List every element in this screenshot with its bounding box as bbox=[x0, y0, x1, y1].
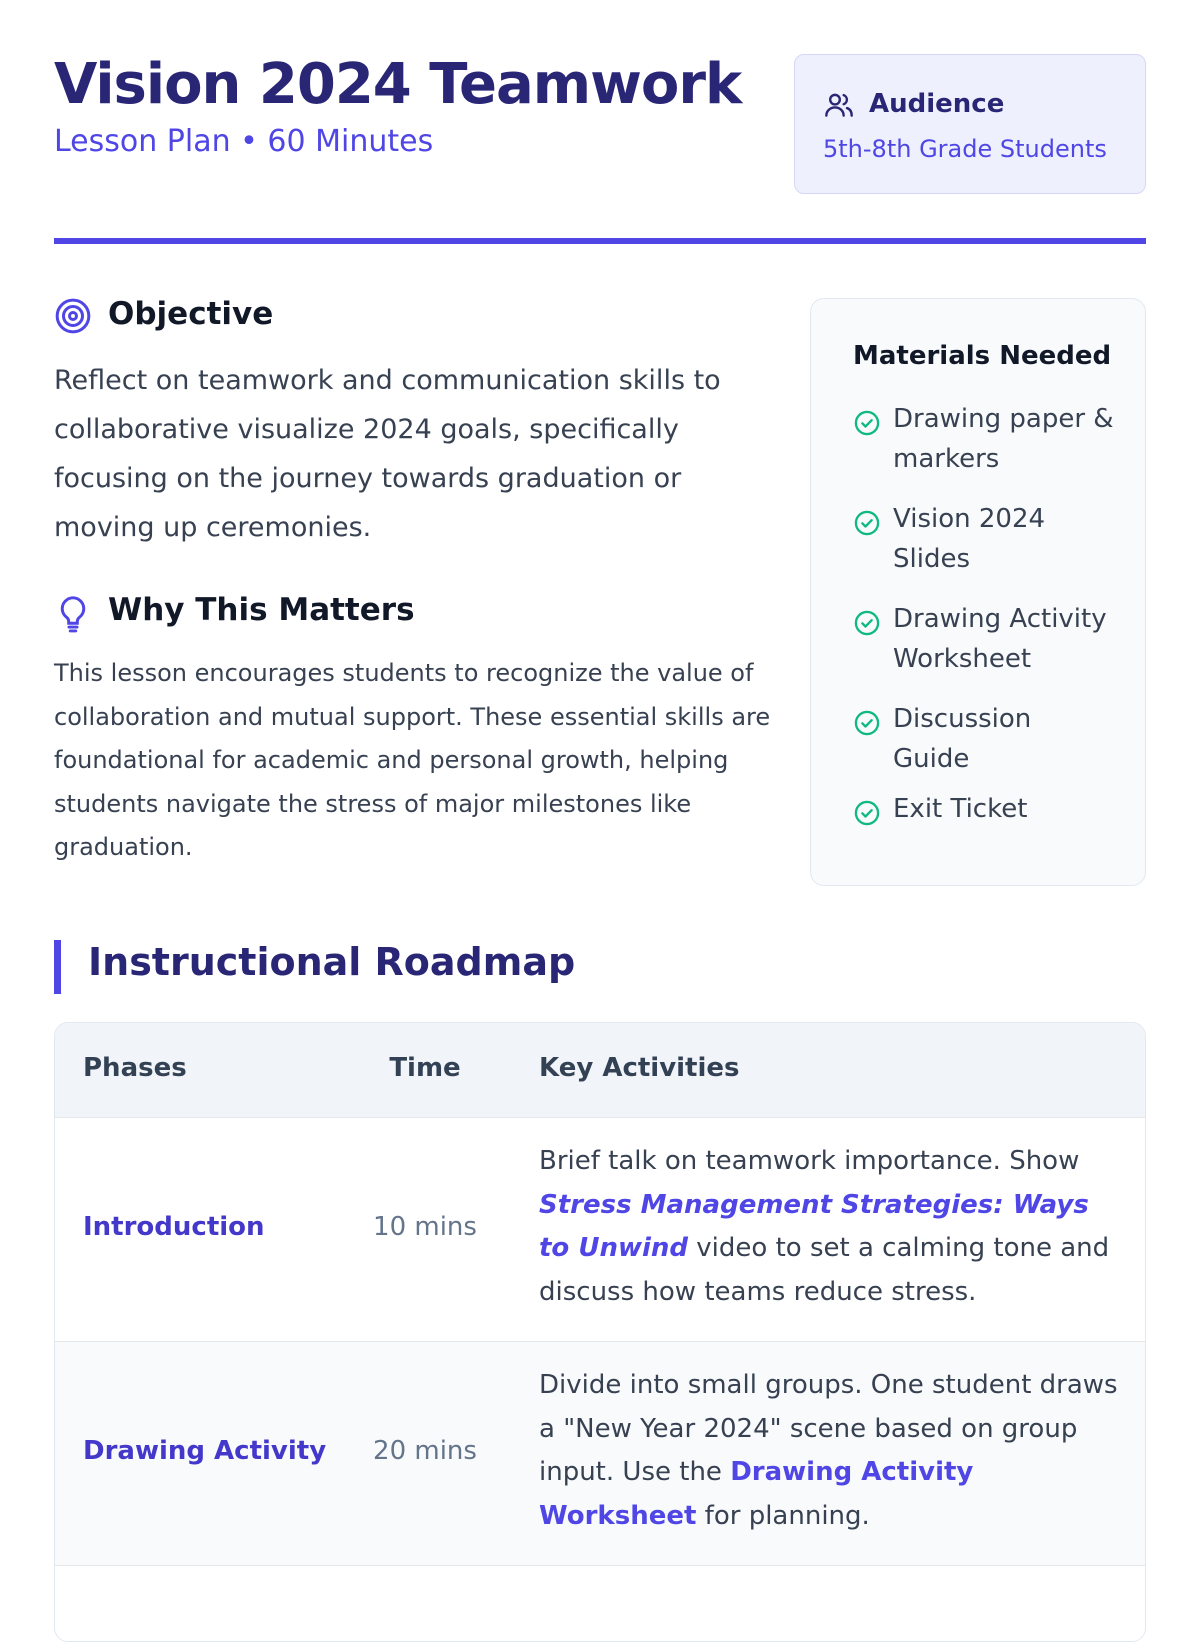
lightbulb-icon bbox=[54, 594, 92, 638]
activity-text: Divide into small groups. One student draws a "New Year 2024" scene based on group input. Use the bbox=[539, 1370, 1118, 1487]
activity-text: Brief talk on teamwork importance. Show bbox=[539, 1146, 1080, 1176]
materials-item bbox=[853, 399, 1123, 479]
check-circle-icon bbox=[853, 509, 881, 541]
audience-card bbox=[794, 54, 1146, 194]
column-header-activities: Key Activities bbox=[539, 1053, 740, 1083]
materials-item-label: Drawing paper & markers bbox=[893, 404, 1114, 474]
phase-name: Introduction bbox=[83, 1212, 265, 1242]
materials-item-label: Exit Ticket bbox=[893, 794, 1028, 824]
roadmap-accent-bar bbox=[54, 940, 61, 994]
why-heading: Why This Matters bbox=[108, 592, 415, 628]
check-circle-icon bbox=[853, 409, 881, 441]
materials-title: Materials Needed bbox=[853, 341, 1112, 371]
page-title: Vision 2024 Teamwork bbox=[54, 52, 742, 117]
materials-item-label: Discussion Guide bbox=[893, 704, 1032, 774]
activity-text: video to set a calming tone and discuss how teams reduce stress. bbox=[539, 1233, 1110, 1307]
users-icon bbox=[823, 89, 855, 125]
materials-item bbox=[853, 599, 1123, 679]
why-text: This lesson encourages students to recognize the value of collaboration and mutual support. These essential skills are foundational for academic and personal growth, helping students navigate the stress of major milestones like graduation. bbox=[54, 659, 771, 861]
header-divider bbox=[54, 238, 1146, 244]
activity-text: for planning. bbox=[696, 1500, 870, 1531]
phase-activities bbox=[539, 1140, 1123, 1314]
materials-item bbox=[853, 499, 1063, 579]
page-subtitle: Lesson Plan • 60 Minutes bbox=[54, 124, 434, 159]
roadmap-heading: Instructional Roadmap bbox=[88, 940, 576, 984]
audience-label: Audience bbox=[869, 89, 1005, 119]
materials-item-label: Vision 2024 Slides bbox=[893, 504, 1046, 574]
column-header-time: Time bbox=[389, 1053, 461, 1083]
column-header-phases: Phases bbox=[83, 1053, 187, 1083]
check-circle-icon bbox=[853, 709, 881, 741]
check-circle-icon bbox=[853, 799, 881, 831]
materials-item bbox=[853, 789, 1123, 831]
audience-value: 5th-8th Grade Students bbox=[823, 135, 1107, 163]
objective-heading: Objective bbox=[108, 296, 274, 332]
worksheet-link[interactable]: Drawing Activity Worksheet bbox=[539, 1457, 974, 1531]
phase-time: 10 mins bbox=[373, 1212, 477, 1242]
check-circle-icon bbox=[853, 609, 881, 641]
table-row bbox=[55, 1565, 1145, 1642]
video-link[interactable]: Stress Management Strategies: Ways to Unwind bbox=[539, 1189, 1089, 1263]
materials-card bbox=[810, 298, 1146, 886]
phase-time: 20 mins bbox=[373, 1436, 477, 1466]
materials-item bbox=[853, 699, 1043, 779]
table-header bbox=[55, 1023, 1145, 1117]
materials-item-label: Drawing Activity Worksheet bbox=[893, 604, 1107, 674]
phase-activities bbox=[539, 1364, 1123, 1538]
table-row bbox=[55, 1117, 1145, 1342]
target-icon bbox=[54, 297, 92, 339]
phase-name: Drawing Activity bbox=[83, 1436, 327, 1466]
table-row bbox=[55, 1341, 1145, 1566]
roadmap-table bbox=[54, 1022, 1146, 1642]
objective-text: Reflect on teamwork and communication skills to collaborative visualize 2024 goals, specifically focusing on the journey towards graduation or moving up ceremonies. bbox=[54, 365, 721, 543]
